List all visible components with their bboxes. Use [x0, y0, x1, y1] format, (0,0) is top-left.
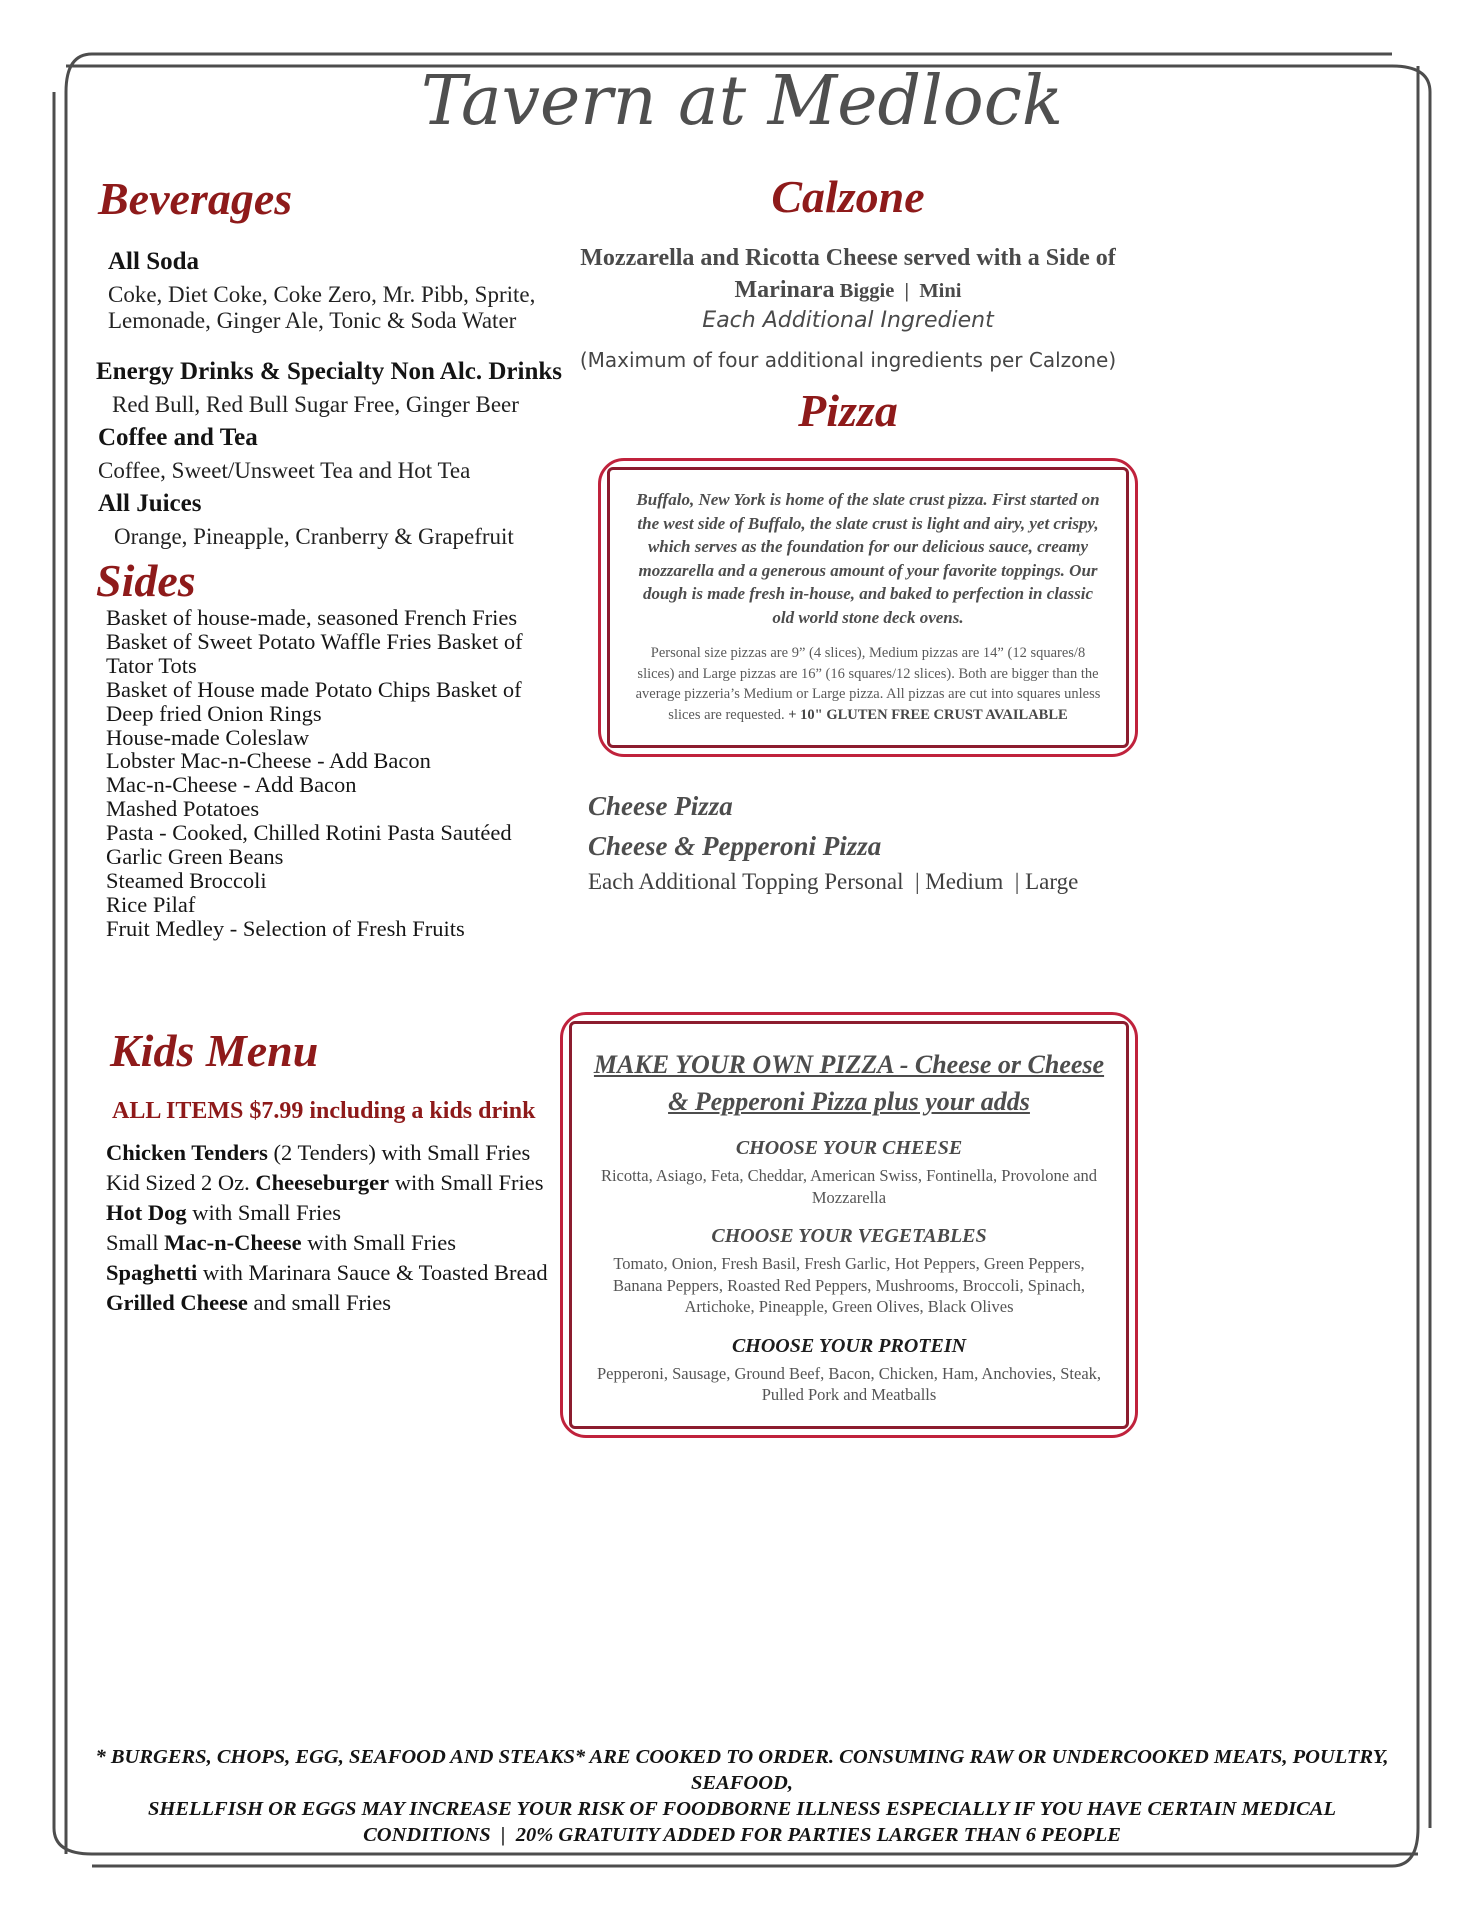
menu-item-line: Fruit Medley - Selection of Fresh Fruits: [106, 915, 465, 941]
kids-menu-heading: Kids Menu: [110, 1025, 319, 1076]
menu-item-line: Tator Tots: [106, 652, 197, 678]
menu-item-line: Basket of Sweet Potato Waffle Fries Basket of: [106, 628, 523, 654]
menu-item-line: Garlic Green Beans: [106, 844, 284, 870]
calzone-description-text: Mozzarella and Ricotta Cheese served with a Side of Marinara: [580, 245, 1116, 303]
calzone-description: [558, 242, 1138, 307]
item-description: Orange, Pineapple, Cranberry & Grapefruit: [114, 524, 514, 549]
section-items: Tomato, Onion, Fresh Basil, Fresh Garlic, Hot Peppers, Green Peppers, Banana Peppers, Roasted Red Peppers, Mushrooms, Broccoli, Spinach, Artichoke, Pineapple, Green Olives, Black Olives: [612, 1254, 1085, 1316]
menu-item-line: Basket of House made Potato Chips Basket of: [106, 676, 522, 702]
menu-item-line: House-made Coleslaw: [106, 724, 310, 750]
item-name: Coffee and Tea: [98, 424, 258, 451]
restaurant-title: Tavern at Medlock: [420, 62, 1064, 141]
menu-item-line: Pasta - Cooked, Chilled Rotini Pasta Sautéed: [106, 820, 512, 846]
make-your-own-pizza-box: [560, 1012, 1138, 1438]
pizza-info-box: [598, 458, 1138, 757]
menu-item-line: Basket of house-made, seasoned French Fries: [106, 605, 518, 630]
calzone-max-note: (Maximum of four additional ingredients per Calzone): [579, 348, 1117, 372]
item-description: Coffee, Sweet/Unsweet Tea and Hot Tea: [98, 458, 471, 483]
calzone-heading: Calzone: [771, 171, 925, 222]
kids-item: Hot Dog with Small Fries: [106, 1200, 342, 1225]
disclaimer: [80, 1744, 1404, 1848]
item-name: Energy Drinks & Specialty Non Alc. Drinks: [96, 358, 563, 385]
gluten-free-note: + 10" GLUTEN FREE CRUST AVAILABLE: [788, 706, 1068, 723]
beverage-item-all-juices: [98, 490, 558, 550]
kids-item: Spaghetti with Marinara Sauce & Toasted Bread: [106, 1260, 548, 1285]
calzone-additional-ingredient: Each Additional Ingredient: [702, 308, 994, 333]
kids-item: Kid Sized 2 Oz. Cheeseburger with Small Fries: [106, 1170, 544, 1195]
section-items: Ricotta, Asiago, Feta, Cheddar, American Swiss, Fontinella, Provolone and Mozzarella: [600, 1166, 1098, 1207]
kids-price-note: ALL ITEMS $7.99 including a kids drink: [112, 1098, 536, 1124]
item-name: All Soda: [108, 248, 200, 275]
kids-item: Grilled Cheese and small Fries: [106, 1290, 391, 1315]
pizza-toppings-line: Each Additional Topping Personal | Medium | Large: [588, 869, 1079, 894]
beverage-item-all-soda: [108, 248, 558, 334]
menu-item-line: Mac-n-Cheese - Add Bacon: [106, 772, 357, 798]
item-name: All Juices: [98, 490, 202, 517]
make-your-own-pizza-box-inner: [569, 1021, 1129, 1429]
section-items: Pepperoni, Sausage, Ground Beef, Bacon, Chicken, Ham, Anchovies, Steak, Pulled Pork and Meatballs: [596, 1363, 1102, 1404]
pizza-intro-text: Buffalo, New York is home of the slate crust pizza. First started on the west side of Buffalo, the slate crust is light and airy, yet crispy, which serves as the foundation for our delicious sauce, creamy mozzarella and a generous amount of your favorite toppings. Our dough is made fresh in-house, and baked to perfection in classic old world stone deck ovens.: [636, 490, 1100, 627]
disclaimer-line: CONDITIONS | 20% GRATUITY ADDED FOR PARTIES LARGER THAN 6 PEOPLE: [363, 1824, 1121, 1846]
disclaimer-line: * BURGERS, CHOPS, EGG, SEAFOOD AND STEAKS* ARE COOKED TO ORDER. CONSUMING RAW OR UNDERCOOKED MEATS, POULTRY, SEAFOOD,: [95, 1746, 1389, 1794]
menu-item-line: Deep fried Onion Rings: [106, 700, 322, 726]
beverage-item-coffee-tea: [98, 424, 558, 484]
calzone-sizes: Biggie | Mini: [834, 280, 962, 302]
pizza-items: [588, 786, 1078, 895]
choose-protein-section: [588, 1335, 1110, 1406]
pizza-heading: Pizza: [798, 385, 898, 436]
pizza-info-box-inner: [607, 467, 1129, 748]
pizza-sizes-text: Personal size pizzas are 9” (4 slices), Medium pizzas are 14” (12 squares/8 slices) and Large pizzas are 16” (16 squares/12 slices). Both are bigger than the average pizzeria’s Medium or Large pizza. All pizzas are cut into squares unless slices are requested. + 10" GLUTEN FREE CRUST AVAILABLE: [635, 645, 1101, 723]
section-heading: CHOOSE YOUR CHEESE: [735, 1137, 963, 1159]
sides-list: [106, 606, 568, 941]
beverage-item-energy-drinks: [96, 358, 566, 418]
kids-item: Chicken Tenders (2 Tenders) with Small Fries: [106, 1140, 531, 1165]
section-heading: CHOOSE YOUR PROTEIN: [731, 1334, 967, 1357]
disclaimer-line: SHELLFISH OR EGGS MAY INCREASE YOUR RISK OF FOODBORNE ILLNESS ESPECIALLY IF YOU HAVE CERTAIN MEDICAL: [147, 1798, 1336, 1820]
beverages-heading: Beverages: [98, 173, 293, 224]
item-description: Coke, Diet Coke, Coke Zero, Mr. Pibb, Sprite, Lemonade, Ginger Ale, Tonic & Soda Water: [108, 282, 536, 333]
choose-cheese-section: [588, 1137, 1110, 1208]
menu-item-line: Steamed Broccoli: [106, 867, 267, 893]
menu-item-line: Lobster Mac-n-Cheese - Add Bacon: [106, 748, 431, 774]
menu-item-line: Rice Pilaf: [106, 891, 196, 917]
item-description: Red Bull, Red Bull Sugar Free, Ginger Beer: [112, 392, 519, 417]
kids-items-list: [106, 1138, 576, 1318]
make-your-own-title: MAKE YOUR OWN PIZZA - Cheese or Cheese & Pepperoni Pizza plus your adds: [593, 1050, 1105, 1116]
kids-item: Small Mac-n-Cheese with Small Fries: [106, 1230, 456, 1255]
pizza-item: Cheese Pizza: [588, 791, 733, 821]
sides-heading: Sides: [96, 555, 196, 606]
menu-item-line: Mashed Potatoes: [106, 796, 260, 822]
section-heading: CHOOSE YOUR VEGETABLES: [711, 1225, 987, 1247]
pizza-item: Cheese & Pepperoni Pizza: [588, 831, 882, 861]
choose-vegetables-section: [588, 1225, 1110, 1318]
